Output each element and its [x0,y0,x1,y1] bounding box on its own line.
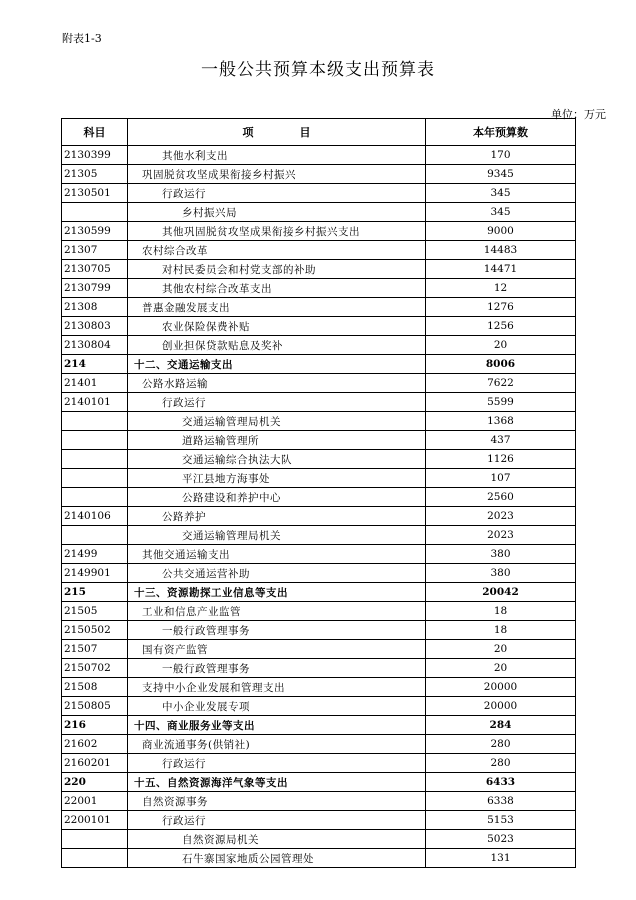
item-name: 交通运输管理局机关 [128,526,426,545]
table-row [62,336,576,355]
budget-value: 380 [426,564,576,583]
table-row [62,146,576,165]
budget-value: 2023 [426,507,576,526]
budget-value: 20042 [426,583,576,602]
budget-value: 2023 [426,526,576,545]
budget-value: 2560 [426,488,576,507]
item-name: 一般行政管理事务 [128,621,426,640]
subject-code [62,203,128,222]
item-name: 行政运行 [128,393,426,412]
subject-code: 2130705 [62,260,128,279]
item-name: 乡村振兴局 [128,203,426,222]
subject-code: 2130803 [62,317,128,336]
table-row [62,526,576,545]
item-name: 十三、资源勘探工业信息等支出 [128,583,426,602]
item-name: 一般行政管理事务 [128,659,426,678]
subject-code: 21508 [62,678,128,697]
table-row [62,412,576,431]
budget-value: 12 [426,279,576,298]
table-row [62,830,576,849]
budget-value: 14471 [426,260,576,279]
subject-code: 216 [62,716,128,735]
item-name: 支持中小企业发展和管理支出 [128,678,426,697]
unit-label: 单位：万元 [551,108,606,121]
budget-value: 5599 [426,393,576,412]
budget-value: 1368 [426,412,576,431]
item-name: 交通运输综合执法大队 [128,450,426,469]
item-name: 其他巩固脱贫攻坚成果衔接乡村振兴支出 [128,222,426,241]
table-row [62,355,576,374]
item-name: 十二、交通运输支出 [128,355,426,374]
item-name: 公路建设和养护中心 [128,488,426,507]
subject-code: 2130799 [62,279,128,298]
item-name: 农村综合改革 [128,241,426,260]
item-name: 农业保险保费补贴 [128,317,426,336]
table-row [62,165,576,184]
item-name: 平江县地方海事处 [128,469,426,488]
table-row [62,374,576,393]
page-title: 一般公共预算本级支出预算表 [201,60,435,80]
table-row [62,241,576,260]
budget-value: 345 [426,184,576,203]
budget-value: 1126 [426,450,576,469]
budget-table [61,118,576,868]
subject-code [62,412,128,431]
table-row [62,697,576,716]
item-name: 石牛寨国家地质公园管理处 [128,849,426,868]
attachment-label: 附表1-3 [62,32,102,45]
budget-value: 6433 [426,773,576,792]
item-name: 公共交通运营补助 [128,564,426,583]
item-name: 十五、自然资源海洋气象等支出 [128,773,426,792]
budget-value: 284 [426,716,576,735]
budget-value: 7622 [426,374,576,393]
subject-code: 21401 [62,374,128,393]
subject-code: 2130804 [62,336,128,355]
budget-value: 9345 [426,165,576,184]
subject-code: 21308 [62,298,128,317]
budget-value: 20000 [426,697,576,716]
budget-value: 20 [426,659,576,678]
budget-value: 20 [426,640,576,659]
table-row [62,773,576,792]
table-row [62,849,576,868]
budget-value: 8006 [426,355,576,374]
item-name: 普惠金融发展支出 [128,298,426,317]
subject-code: 214 [62,355,128,374]
subject-code: 2130599 [62,222,128,241]
table-row [62,260,576,279]
budget-value: 380 [426,545,576,564]
item-name: 道路运输管理所 [128,431,426,450]
item-name: 中小企业发展专项 [128,697,426,716]
table-header-row [62,119,576,146]
budget-value: 280 [426,754,576,773]
item-name: 自然资源局机关 [128,830,426,849]
column-header-budget: 本年预算数 [426,119,576,146]
column-header-item: 项 目 [128,119,426,146]
subject-code [62,488,128,507]
subject-code: 2150702 [62,659,128,678]
table-row [62,317,576,336]
table-row [62,564,576,583]
budget-value: 18 [426,602,576,621]
item-name: 交通运输管理局机关 [128,412,426,431]
budget-value: 345 [426,203,576,222]
item-name: 行政运行 [128,811,426,830]
budget-value: 14483 [426,241,576,260]
item-name: 国有资产监管 [128,640,426,659]
column-header-subject: 科目 [62,119,128,146]
subject-code: 2130399 [62,146,128,165]
table-row [62,488,576,507]
subject-code: 2140101 [62,393,128,412]
item-name: 行政运行 [128,184,426,203]
table-row [62,602,576,621]
budget-value: 170 [426,146,576,165]
item-name: 商业流通事务(供销社) [128,735,426,754]
budget-value: 437 [426,431,576,450]
subject-code: 2150805 [62,697,128,716]
table-row [62,659,576,678]
budget-value: 5153 [426,811,576,830]
budget-value: 1276 [426,298,576,317]
subject-code [62,469,128,488]
budget-value: 20000 [426,678,576,697]
table-row [62,735,576,754]
item-name: 对村民委员会和村党支部的补助 [128,260,426,279]
subject-code [62,849,128,868]
subject-code: 2130501 [62,184,128,203]
item-name: 行政运行 [128,754,426,773]
table-row [62,298,576,317]
table-row [62,811,576,830]
budget-value: 6338 [426,792,576,811]
budget-value: 107 [426,469,576,488]
subject-code: 21507 [62,640,128,659]
table-row [62,507,576,526]
table-row [62,431,576,450]
table-row [62,450,576,469]
budget-value: 18 [426,621,576,640]
budget-value: 1256 [426,317,576,336]
subject-code: 21505 [62,602,128,621]
table-row [62,222,576,241]
subject-code: 2150502 [62,621,128,640]
table-row [62,203,576,222]
item-name: 巩固脱贫攻坚成果衔接乡村振兴 [128,165,426,184]
table-row [62,678,576,697]
subject-code: 2140106 [62,507,128,526]
table-row [62,279,576,298]
subject-code [62,526,128,545]
item-name: 其他交通运输支出 [128,545,426,564]
subject-code: 2160201 [62,754,128,773]
budget-value: 9000 [426,222,576,241]
subject-code: 2200101 [62,811,128,830]
item-name: 工业和信息产业监管 [128,602,426,621]
item-name: 十四、商业服务业等支出 [128,716,426,735]
subject-code: 22001 [62,792,128,811]
table-row [62,621,576,640]
subject-code: 21307 [62,241,128,260]
budget-value: 280 [426,735,576,754]
subject-code: 21602 [62,735,128,754]
table-row [62,184,576,203]
subject-code: 21305 [62,165,128,184]
subject-code [62,450,128,469]
table-row [62,469,576,488]
subject-code: 215 [62,583,128,602]
item-name: 自然资源事务 [128,792,426,811]
table-row [62,716,576,735]
budget-value: 5023 [426,830,576,849]
table-row [62,792,576,811]
subject-code [62,431,128,450]
table-row [62,754,576,773]
item-name: 其他农村综合改革支出 [128,279,426,298]
subject-code: 2149901 [62,564,128,583]
subject-code: 21499 [62,545,128,564]
subject-code [62,830,128,849]
table-row [62,640,576,659]
table-body [62,146,576,868]
budget-value: 20 [426,336,576,355]
budget-value: 131 [426,849,576,868]
item-name: 公路养护 [128,507,426,526]
item-name: 其他水利支出 [128,146,426,165]
item-name: 公路水路运输 [128,374,426,393]
table-row [62,545,576,564]
subject-code: 220 [62,773,128,792]
item-name: 创业担保贷款贴息及奖补 [128,336,426,355]
table-row [62,393,576,412]
table-row [62,583,576,602]
